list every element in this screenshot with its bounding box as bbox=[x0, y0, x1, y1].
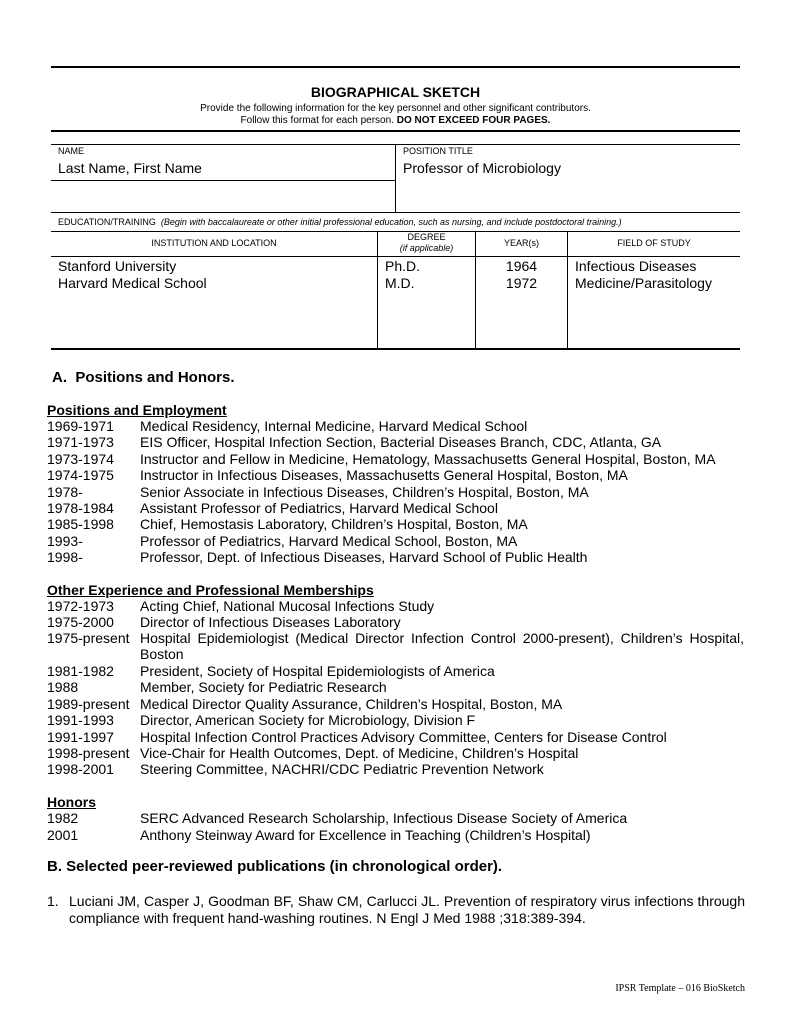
education-degree: M.D. bbox=[385, 275, 415, 291]
education-table-bottom bbox=[51, 348, 740, 350]
entry-text: Member, Society for Pediatric Research bbox=[140, 679, 387, 695]
instruction-bold: DO NOT EXCEED FOUR PAGES. bbox=[396, 115, 551, 126]
footer-template-id: IPSR Template – 016 BioSketch bbox=[615, 983, 745, 994]
entry-years: 1998- bbox=[47, 549, 83, 565]
entry-text: Medical Residency, Internal Medicine, Harvard Medical School bbox=[140, 418, 528, 434]
entry-years: 1978- bbox=[47, 484, 83, 500]
honors-heading: Honors bbox=[47, 794, 96, 810]
name-table-divider bbox=[395, 144, 396, 212]
instruction-plain: Follow this format for each person. bbox=[240, 115, 394, 126]
entry-years: 1975-present bbox=[47, 630, 130, 646]
entry-text: Director, American Society for Microbiology, Division F bbox=[140, 712, 476, 728]
entry-years: 1998-2001 bbox=[47, 761, 114, 777]
instruction-line-1: Provide the following information for the key personnel and other significant contributors. bbox=[200, 103, 591, 114]
education-label-note: (Begin with baccalaureate or other initial professional education, such as nursing, and include postdoctoral training.) bbox=[160, 217, 622, 227]
top-rule bbox=[51, 66, 740, 68]
entry-years: 1981-1982 bbox=[47, 663, 114, 679]
entry-text: Hospital Epidemiologist (Medical Director Infection Control 2000-present), Children’s Hospital, Boston bbox=[140, 630, 744, 662]
entry-text: Anthony Steinway Award for Excellence in Teaching (Children’s Hospital) bbox=[140, 827, 591, 843]
entry-text: Hospital Infection Control Practices Advisory Committee, Centers for Disease Control bbox=[140, 729, 667, 745]
entry-years: 1971-1973 bbox=[47, 434, 114, 450]
name-field-bottom bbox=[51, 180, 395, 181]
col-header-institution: INSTITUTION AND LOCATION bbox=[151, 238, 277, 248]
entry-text: Steering Committee, NACHRI/CDC Pediatric Prevention Network bbox=[140, 761, 544, 777]
entry-years: 1993- bbox=[47, 533, 83, 549]
entry-text: Professor, Dept. of Infectious Diseases, Harvard School of Public Health bbox=[140, 549, 588, 565]
entry-text: Instructor and Fellow in Medicine, Hematology, Massachusetts General Hospital, Boston, MA bbox=[140, 451, 716, 467]
entry-text: Senior Associate in Infectious Diseases, Children’s Hospital, Boston, MA bbox=[140, 484, 589, 500]
education-field: Infectious Diseases bbox=[575, 258, 697, 274]
entry-text: Vice-Chair for Health Outcomes, Dept. of Medicine, Children’s Hospital bbox=[140, 745, 579, 761]
entry-years: 1972-1973 bbox=[47, 598, 114, 614]
entry-years: 1982 bbox=[47, 810, 79, 826]
entry-years: 1991-1993 bbox=[47, 712, 114, 728]
entry-years: 1969-1971 bbox=[47, 418, 114, 434]
section-a-title: A. Positions and Honors. bbox=[52, 369, 235, 386]
education-header-bottom bbox=[51, 256, 740, 257]
entry-text: Medical Director Quality Assurance, Children’s Hospital, Boston, MA bbox=[140, 696, 563, 712]
entry-years: 2001 bbox=[47, 827, 79, 843]
entry-text: Acting Chief, National Mucosal Infections Study bbox=[140, 598, 435, 614]
name-label: NAME bbox=[58, 146, 85, 156]
education-year: 1972 bbox=[505, 275, 538, 291]
education-field: Medicine/Parasitology bbox=[575, 275, 712, 291]
entry-years: 1974-1975 bbox=[47, 467, 114, 483]
col-header-years: YEAR(s) bbox=[503, 238, 539, 248]
education-label-plain: EDUCATION/TRAINING bbox=[58, 217, 156, 227]
entry-years: 1989-present bbox=[47, 696, 130, 712]
education-label bbox=[58, 217, 622, 227]
col-header-field: FIELD OF STUDY bbox=[617, 238, 691, 248]
section-b-title: B. Selected peer-reviewed publications (in chronological order). bbox=[47, 858, 503, 875]
name-table-bottom bbox=[51, 212, 740, 213]
education-degree: Ph.D. bbox=[385, 258, 421, 274]
entry-text: EIS Officer, Hospital Infection Section, Bacterial Diseases Branch, CDC, Atlanta, GA bbox=[140, 434, 662, 450]
entry-years: 1998-present bbox=[47, 745, 130, 761]
publication-text: Luciani JM, Casper J, Goodman BF, Shaw CM, Carlucci JL. Prevention of respiratory virus infections through compliance with frequent hand-washing routines. N Engl J Med 1988 ;318:389-394. bbox=[69, 893, 745, 926]
entry-years: 1978-1984 bbox=[47, 500, 114, 516]
entry-text: Chief, Hemostasis Laboratory, Children’s Hospital, Boston, MA bbox=[140, 516, 528, 532]
col-header-degree: DEGREE bbox=[407, 232, 446, 242]
col-header-degree-note: (if applicable) bbox=[399, 243, 454, 253]
entry-years: 1985-1998 bbox=[47, 516, 114, 532]
education-institution: Harvard Medical School bbox=[58, 275, 207, 291]
document-title: BIOGRAPHICAL SKETCH bbox=[310, 84, 481, 100]
entry-years: 1975-2000 bbox=[47, 614, 114, 630]
header-bottom-rule bbox=[51, 130, 740, 132]
publication-item bbox=[47, 893, 745, 927]
education-institution: Stanford University bbox=[58, 258, 177, 274]
entry-years: 1991-1997 bbox=[47, 729, 114, 745]
education-year: 1964 bbox=[505, 258, 538, 274]
name-value: Last Name, First Name bbox=[58, 160, 202, 176]
entry-text: President, Society of Hospital Epidemiologists of America bbox=[140, 663, 495, 679]
education-col-divider-3 bbox=[567, 231, 568, 349]
entry-years: 1988 bbox=[47, 679, 79, 695]
position-title-label: POSITION TITLE bbox=[403, 146, 473, 156]
employment-heading: Positions and Employment bbox=[47, 402, 227, 418]
entry-text: SERC Advanced Research Scholarship, Infectious Disease Society of America bbox=[140, 810, 628, 826]
entry-text: Director of Infectious Diseases Laboratory bbox=[140, 614, 401, 630]
entry-years: 1973-1974 bbox=[47, 451, 114, 467]
entry-text: Assistant Professor of Pediatrics, Harvard Medical School bbox=[140, 500, 498, 516]
experience-heading: Other Experience and Professional Memberships bbox=[47, 582, 374, 598]
entry-text: Professor of Pediatrics, Harvard Medical School, Boston, MA bbox=[140, 533, 518, 549]
entry-text: Instructor in Infectious Diseases, Massachusetts General Hospital, Boston, MA bbox=[140, 467, 628, 483]
instruction-line-2 bbox=[51, 115, 740, 126]
publication-number: 1. bbox=[47, 893, 59, 909]
position-title-value: Professor of Microbiology bbox=[403, 160, 561, 176]
